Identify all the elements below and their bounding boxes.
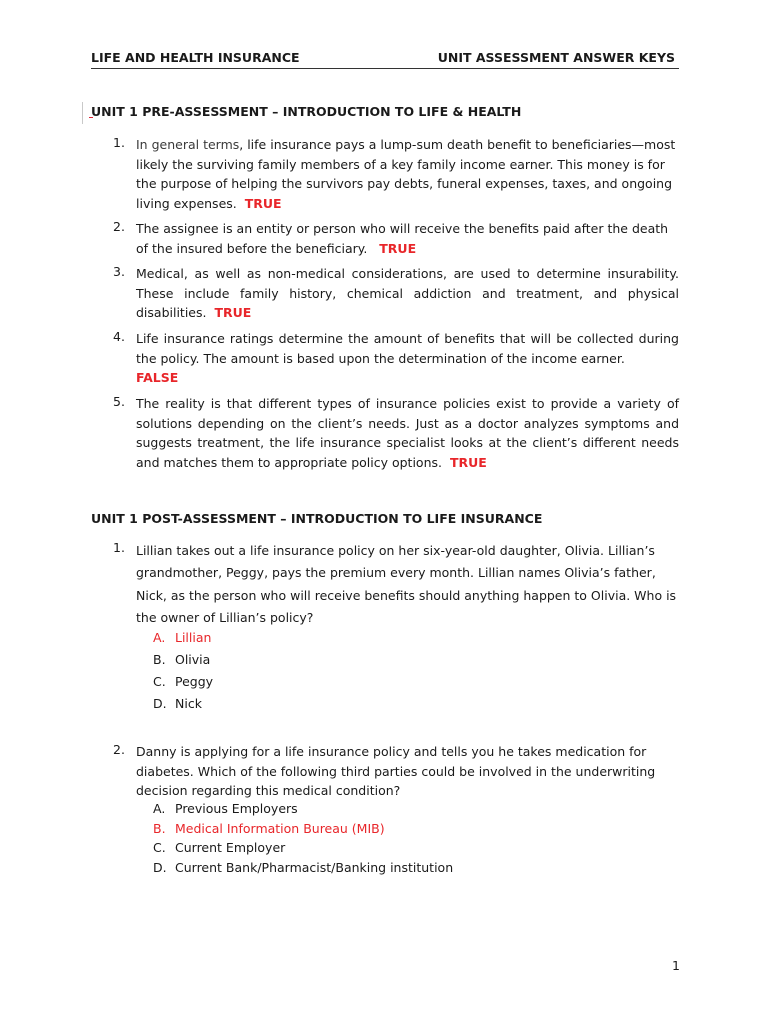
option-letter: B. — [153, 820, 166, 836]
option-text: Medical Information Bureau (MIB) — [175, 820, 385, 836]
option-text: Lillian — [175, 630, 212, 645]
post-assessment-question — [113, 540, 679, 629]
option-letter: C. — [153, 840, 166, 855]
post-assessment-heading: UNIT 1 POST-ASSESSMENT – INTRODUCTION TO LIFE INSURANCE — [91, 511, 543, 526]
post-assessment-question — [113, 742, 679, 801]
option-text: Olivia — [175, 652, 211, 667]
option-letter: D. — [153, 696, 167, 711]
question-number: 1. — [113, 540, 125, 555]
item-text — [136, 394, 679, 472]
item-number: 5. — [113, 394, 125, 409]
item-number: 3. — [113, 264, 125, 279]
item-lead-text: In general terms — [136, 137, 240, 152]
option-text: Peggy — [175, 674, 214, 689]
option-letter: A. — [153, 630, 166, 645]
item-statement: Medical, as well as non-medical considerations, are used to determine insurability. These include family history, chemical addiction and treatment, and physical disabilities. — [136, 266, 679, 320]
pre-assessment-item — [113, 219, 679, 258]
option-text: Current Bank/Pharmacist/Banking institution — [175, 859, 454, 875]
question-text: Danny is applying for a life insurance policy and tells you he takes medication for diabetes. Which of the following third parties could be involved in the underwriting decision regarding this medical condition? — [136, 744, 656, 798]
option-text: Previous Employers — [175, 801, 298, 816]
pre-assessment-heading: UNIT 1 PRE-ASSESSMENT – INTRODUCTION TO LIFE & HEALTH — [91, 104, 522, 119]
item-text — [136, 329, 679, 388]
option-letter: C. — [153, 674, 166, 689]
item-text — [136, 135, 679, 213]
pre-assessment-item — [113, 135, 679, 213]
option-letter: D. — [153, 859, 167, 875]
item-number: 1. — [113, 135, 125, 150]
pre-assessment-item — [113, 329, 679, 388]
question-text: Lillian takes out a life insurance policy on her six-year-old daughter, Olivia. Lillian’s grandmother, Peggy, pays the premium every month. Lillian names Olivia’s father, Nick, as the person who will receive benefits should anything happen to Olivia. Who is the owner of Lillian’s policy? — [136, 543, 677, 625]
item-statement: The assignee is an entity or person who will receive the benefits paid after the death of the insured before the beneficiary. — [136, 221, 669, 256]
item-number: 4. — [113, 329, 125, 344]
item-statement: Life insurance ratings determine the amount of benefits that will be collected during the policy. The amount is based upon the determination of the income earner. — [136, 331, 679, 366]
item-statement: The reality is that different types of insurance policies exist to provide a variety of solutions depending on the client’s needs. Just as a doctor analyzes symptoms and suggests treatment, the life insurance specialist looks at the client’s different needs and matches them to appropriate policy options. — [136, 396, 679, 470]
pre-assessment-item — [113, 264, 679, 323]
answer-label: TRUE — [244, 195, 282, 211]
margin-revision-mark — [82, 102, 83, 124]
item-text — [136, 264, 679, 323]
item-number: 2. — [113, 219, 125, 234]
option-letter: A. — [153, 801, 166, 816]
header-right-title: UNIT ASSESSMENT ANSWER KEYS — [437, 50, 675, 65]
item-statement: , life insurance pays a lump-sum death benefit to beneficiaries—most likely the surviving family members of a key family income earner. This money is for the purpose of helping the survivors pay debts, funeral expenses, taxes, and ongoing living expenses. — [136, 137, 676, 211]
answer-label: TRUE — [379, 240, 417, 256]
pre-assessment-item — [113, 394, 679, 472]
page-number: 1 — [672, 958, 680, 973]
question-number: 2. — [113, 742, 125, 757]
option-letter: B. — [153, 652, 166, 667]
option-text: Nick — [175, 696, 202, 711]
answer-label: TRUE — [214, 305, 252, 320]
item-text — [136, 219, 679, 258]
running-header — [91, 48, 679, 69]
header-left-title: LIFE AND HEALTH INSURANCE — [91, 50, 300, 65]
answer-label: TRUE — [449, 454, 487, 470]
option-text: Current Employer — [175, 840, 286, 855]
answer-label: FALSE — [136, 370, 179, 385]
